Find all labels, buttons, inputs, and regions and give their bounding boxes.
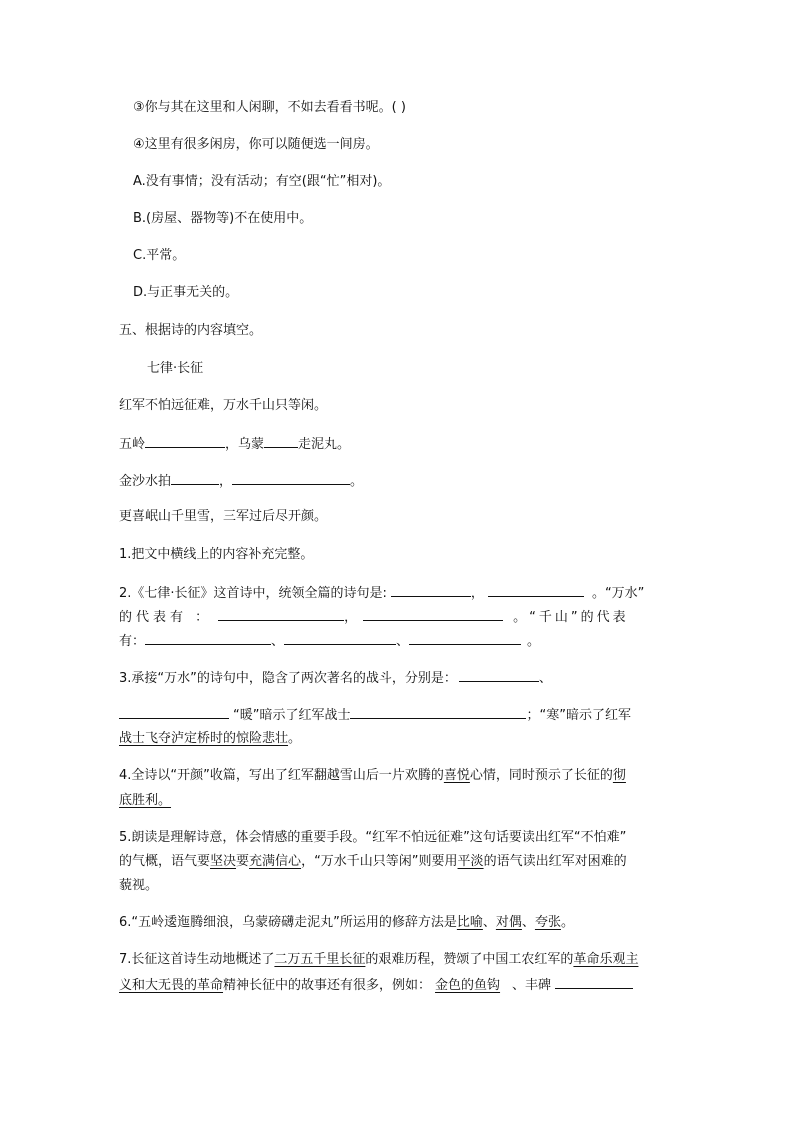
option-d: D.与正事无关的。: [133, 285, 239, 300]
question-2-line-3: [119, 630, 540, 652]
filled-answer: 彻: [612, 768, 626, 783]
fill-blank[interactable]: [363, 606, 503, 621]
question-text: ，: [470, 586, 484, 601]
question-5-line-2: [119, 852, 627, 872]
question-3-line-2: [119, 704, 631, 726]
filled-answer: 充满信心: [249, 854, 302, 869]
question-text: 。: [527, 634, 541, 649]
question-7-line-2: [119, 974, 633, 996]
fill-blank[interactable]: [350, 704, 526, 719]
question-text: ，“万水千山只等闲”则要用: [301, 854, 458, 869]
item-3: ③你与其在这里和人闲聊，不如去看看书呢。( ): [133, 100, 406, 115]
poem-text: ，: [219, 474, 233, 489]
question-2-line-2: [119, 606, 629, 628]
fill-blank[interactable]: [171, 470, 219, 485]
question-5-line-3: 藐视。: [119, 878, 159, 893]
filled-answer: 飞夺泸定桥时的惊险悲壮: [145, 731, 289, 746]
filled-answer: 坚决: [210, 854, 237, 869]
fill-blank[interactable]: [145, 630, 271, 645]
question-4-line-2: [119, 791, 171, 811]
poem-text: 。: [350, 474, 364, 489]
question-2-line-1: [119, 582, 644, 604]
question-6: [119, 913, 574, 933]
fill-blank[interactable]: [409, 630, 521, 645]
poem-line-4: 更喜岷山千里雪，三军过后尽开颜。: [119, 509, 328, 524]
question-5-line-1: 5.朗读是理解诗意，体会情感的重要手段。“红军不怕远征难”这句话要读出红军“不怕难”: [119, 830, 627, 845]
question-text: 6.“五岭逶迤腾细浪，乌蒙磅礴走泥丸”所运用的修辞方法是: [119, 915, 457, 930]
fill-blank[interactable]: [391, 582, 471, 597]
question-text: 精神长征中的故事还有很多，例如：: [223, 978, 432, 993]
question-4-line-1: [119, 766, 626, 786]
filled-answer: 革命乐观主: [573, 952, 639, 967]
question-text: ，: [344, 610, 358, 625]
fill-blank[interactable]: [119, 704, 229, 719]
question-text: ；“寒”暗示了红军: [526, 708, 631, 723]
filled-answer: 夸张: [534, 915, 561, 930]
option-c: C.平常。: [133, 248, 186, 263]
question-text: “暖”暗示了红军战士: [233, 708, 351, 723]
fill-blank[interactable]: [145, 433, 225, 448]
question-text: 、: [482, 915, 496, 930]
filled-answer: 金色的鱼钩: [435, 978, 501, 993]
fill-blank[interactable]: [284, 630, 396, 645]
question-text: 心情，同时预示了长征的: [469, 768, 613, 783]
question-text: 的代表有 ：: [119, 610, 213, 625]
question-text: 2.《七律·长征》这首诗中，统领全篇的诗句是:: [119, 586, 387, 601]
question-text: 要: [236, 854, 250, 869]
fill-blank[interactable]: [218, 606, 344, 621]
question-text: 。: [560, 915, 574, 930]
filled-answer: 比喻: [456, 915, 483, 930]
filled-answer: 喜悦: [443, 768, 470, 783]
question-text: 。: [288, 731, 302, 746]
poem-text: 金沙水拍: [119, 474, 172, 489]
question-text: 、: [271, 634, 285, 649]
question-text: 、丰碑: [512, 978, 552, 993]
question-text: 、: [396, 634, 410, 649]
question-text: 的气概，语气要: [119, 854, 211, 869]
question-text: 的艰难历程，赞颂了中国工农红军的: [365, 952, 574, 967]
fill-blank[interactable]: [232, 470, 350, 485]
option-b: B.(房屋、器物等)不在使用中。: [133, 211, 313, 226]
question-text: 4.全诗以“开颜”收篇，写出了红军翻越雪山后一片欢腾的: [119, 768, 444, 783]
question-text: 、: [521, 915, 535, 930]
question-text: 、: [538, 671, 552, 686]
question-text: 3.承接“万水”的诗句中，隐含了两次著名的战斗，分别是：: [119, 671, 457, 686]
filled-answer: 二万五千里长征: [274, 952, 366, 967]
poem-text: 五岭: [119, 437, 146, 452]
poem-text: 走泥丸。: [298, 437, 351, 452]
question-7-line-1: [119, 950, 638, 970]
filled-answer: 底胜利。: [119, 793, 172, 808]
poem-text: ，乌蒙: [225, 437, 265, 452]
filled-answer: 对偶: [495, 915, 522, 930]
question-text: 有：: [119, 634, 146, 649]
question-text: 的语气读出红军对困难的: [483, 854, 627, 869]
fill-blank[interactable]: [555, 974, 633, 989]
fill-blank[interactable]: [264, 433, 298, 448]
question-text: 7.长征这首诗生动地概述了: [119, 952, 275, 967]
filled-answer: 平淡: [457, 854, 484, 869]
question-3-line-3: [119, 729, 301, 749]
poem-line-3: [119, 470, 363, 492]
question-3-line-1: [119, 667, 552, 689]
question-1: 1.把文中横线上的内容补充完整。: [119, 547, 314, 562]
question-text: 。“千山”的代表: [513, 610, 629, 625]
poem-line-2: [119, 433, 350, 455]
question-text: 战士: [119, 731, 146, 746]
fill-blank[interactable]: [459, 667, 539, 682]
poem-line-1: 红军不怕远征难，万水千山只等闲。: [119, 398, 328, 413]
question-text: 。“万水”: [591, 586, 645, 601]
filled-answer: 义和大无畏的革命: [119, 978, 224, 993]
option-a: A.没有事情；没有活动；有空(跟“忙”相对)。: [133, 174, 391, 189]
section-heading: 五、根据诗的内容填空。: [119, 323, 263, 338]
fill-blank[interactable]: [488, 582, 584, 597]
item-4: ④这里有很多闲房，你可以随便选一间房。: [133, 137, 379, 152]
poem-title: 七律·长征: [147, 361, 204, 376]
